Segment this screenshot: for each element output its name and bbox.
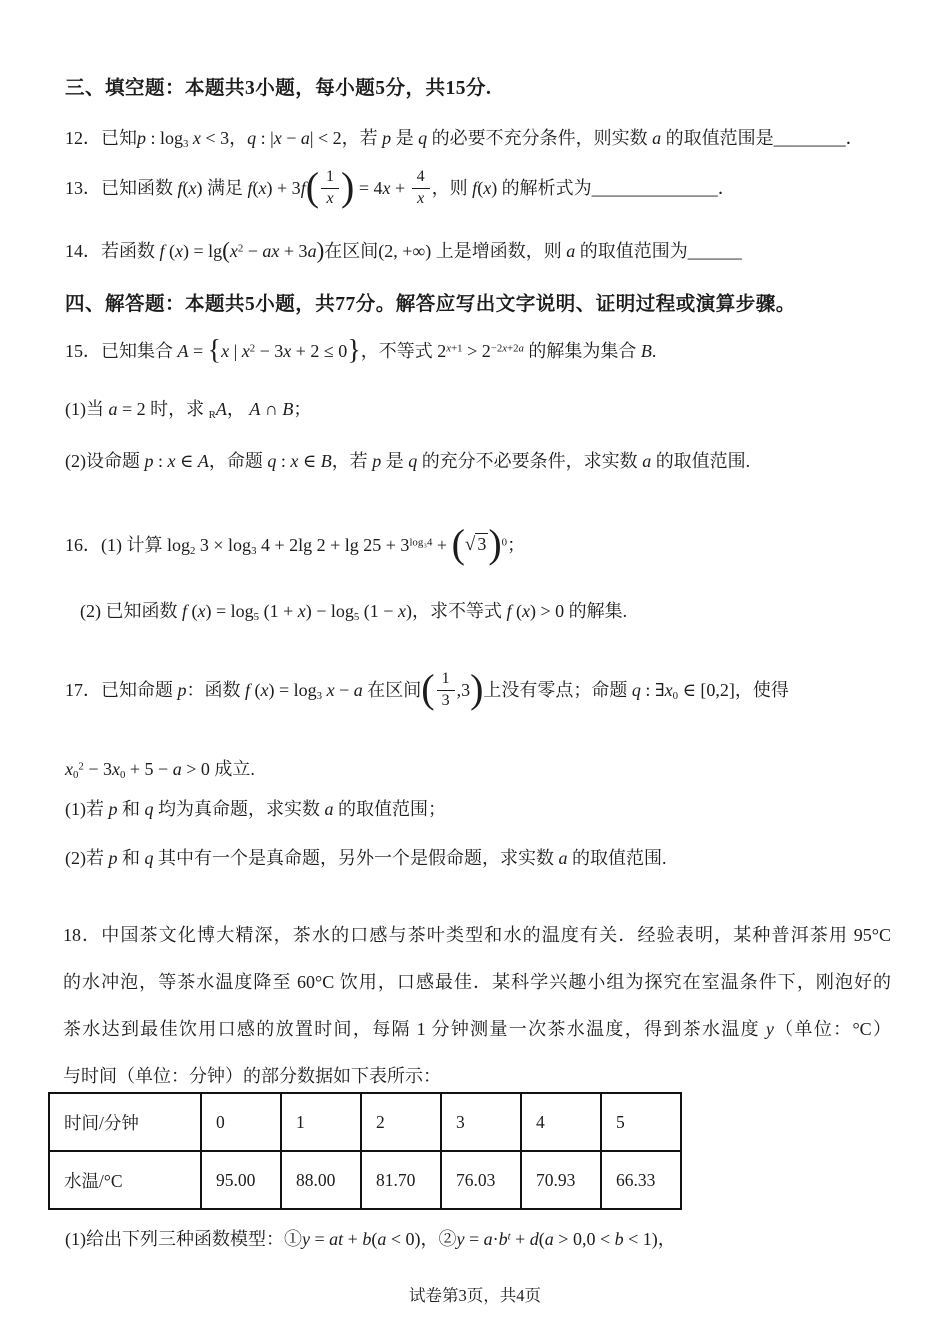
question-17-part2: (2)若 p 和 q 其中有一个是真命题，另外一个是假命题，求实数 a 的取值范围. [65, 848, 667, 868]
table-row-header: 时间/分钟 [49, 1093, 201, 1151]
temperature-data-table [48, 1092, 682, 1210]
question-18-line1: 18．中国茶文化博大精深，茶水的口感与茶叶类型和水的温度有关．经验表明，某种普洱茶用 95°C [63, 925, 891, 945]
table-cell: 95.00 [201, 1151, 281, 1209]
question-17-part1: (1)若 p 和 q 均为真命题，求实数 a 的取值范围； [65, 799, 446, 819]
answer-blank: ______ [687, 241, 742, 261]
question-15: 15．已知集合 A = {x | $x^2 - 3x + 2 \le 0$}，不等式 $2^{x+1} > 2^{-2x+2a}$ 的解集为集合 B. [65, 334, 657, 366]
answer-blank: ______________ [591, 177, 718, 198]
table-cell: 1 [281, 1093, 361, 1151]
table-cell: 88.00 [281, 1151, 361, 1209]
question-15-part2: (2)设命题 p : x ∈ A，命题 q : x ∈ B，若 p 是 q 的充分不必要条件，求实数 a 的取值范围. [65, 451, 751, 471]
question-16-part1: 16．(1) 计算 $\log_2 3 \times \log_3 4 + 2\lg$ $2 + \lg 25 + 3^{log_34}$ + (√ 3)$^0$； [65, 520, 526, 566]
question-17-line1: 17．已知命题 p：函数 f $(x) = \log_3 x - a$ 在区间( $\frac{1}{3}$ ,3)上没有零点；命题 q : $\exists x_0$ ∈ [0,2]，使得 [65, 665, 789, 711]
question-13: 13．已知函数 f(x) 满足 f(x) + 3f( $\frac{1}{x}$ ) = 4x + $\frac{4}{x}$ ，则 f(x) 的解析式为______________． [65, 163, 736, 209]
table-row-header: 水温/°C [49, 1151, 201, 1209]
table-cell: 66.33 [601, 1151, 681, 1209]
table-cell: 76.03 [441, 1151, 521, 1209]
table-cell: 0 [201, 1093, 281, 1151]
table-cell: 3 [441, 1093, 521, 1151]
table-cell: 4 [521, 1093, 601, 1151]
question-18-statement [63, 912, 891, 1100]
question-18-part1: (1)给出下列三种函数模型：①y = at + b(a < 0)，②y = $a\cdot b^t + d(a > 0,0 < b < 1)$， [65, 1229, 676, 1249]
answer-blank: ________ [773, 128, 846, 148]
question-18-line2: 的水冲泡，等茶水温度降至 60°C 饮用，口感最佳．某科学兴趣小组为探究在室温条件下，刚泡好的 [63, 972, 891, 992]
section-heading-fill-in: 三、填空题：本题共3小题，每小题5分，共15分. [65, 78, 492, 99]
table-cell: 5 [601, 1093, 681, 1151]
question-12: 12．已知p : $\log_3 x < 3$，q : |x − a| < 2，若 p 是 q 的必要不充分条件，则实数 a 的取值范围是________． [65, 128, 864, 151]
question-16-part2: (2) 已知函数 f $(x) = \log_5 (1 + x) - \log_5 (1 - x)$，求不等式 f (x) > 0 的解集. [80, 601, 628, 624]
question-15-part1: (1)当 a = 2 时，求 $_R$A， A ∩ B； [65, 399, 312, 422]
table-row [49, 1151, 681, 1209]
question-17-line2: $x_0^2 - 3x_0 + 5 - a > 0$ 成立. [65, 759, 255, 782]
question-14: 14．若函数 f $(x) = \lg(x^2$ − ax + 3a)在区间(2, +∞) 上是增函数，则 a 的取值范围为______ [65, 237, 742, 263]
table-cell: 70.93 [521, 1151, 601, 1209]
page-footer: 试卷第3页，共4页 [409, 1286, 541, 1305]
table-row [49, 1093, 681, 1151]
table-cell: 2 [361, 1093, 441, 1151]
question-18-line3: 茶水达到最佳饮用口感的放置时间，每隔 1 分钟测量一次茶水温度，得到茶水温度 y（单位：°C） [63, 1019, 891, 1039]
question-18-line4: 与时间（单位：分钟）的部分数据如下表所示： [63, 1066, 441, 1086]
table-cell: 81.70 [361, 1151, 441, 1209]
section-heading-answer: 四、解答题：本题共5小题，共77分。解答应写出文字说明、证明过程或演算步骤。 [65, 294, 796, 315]
